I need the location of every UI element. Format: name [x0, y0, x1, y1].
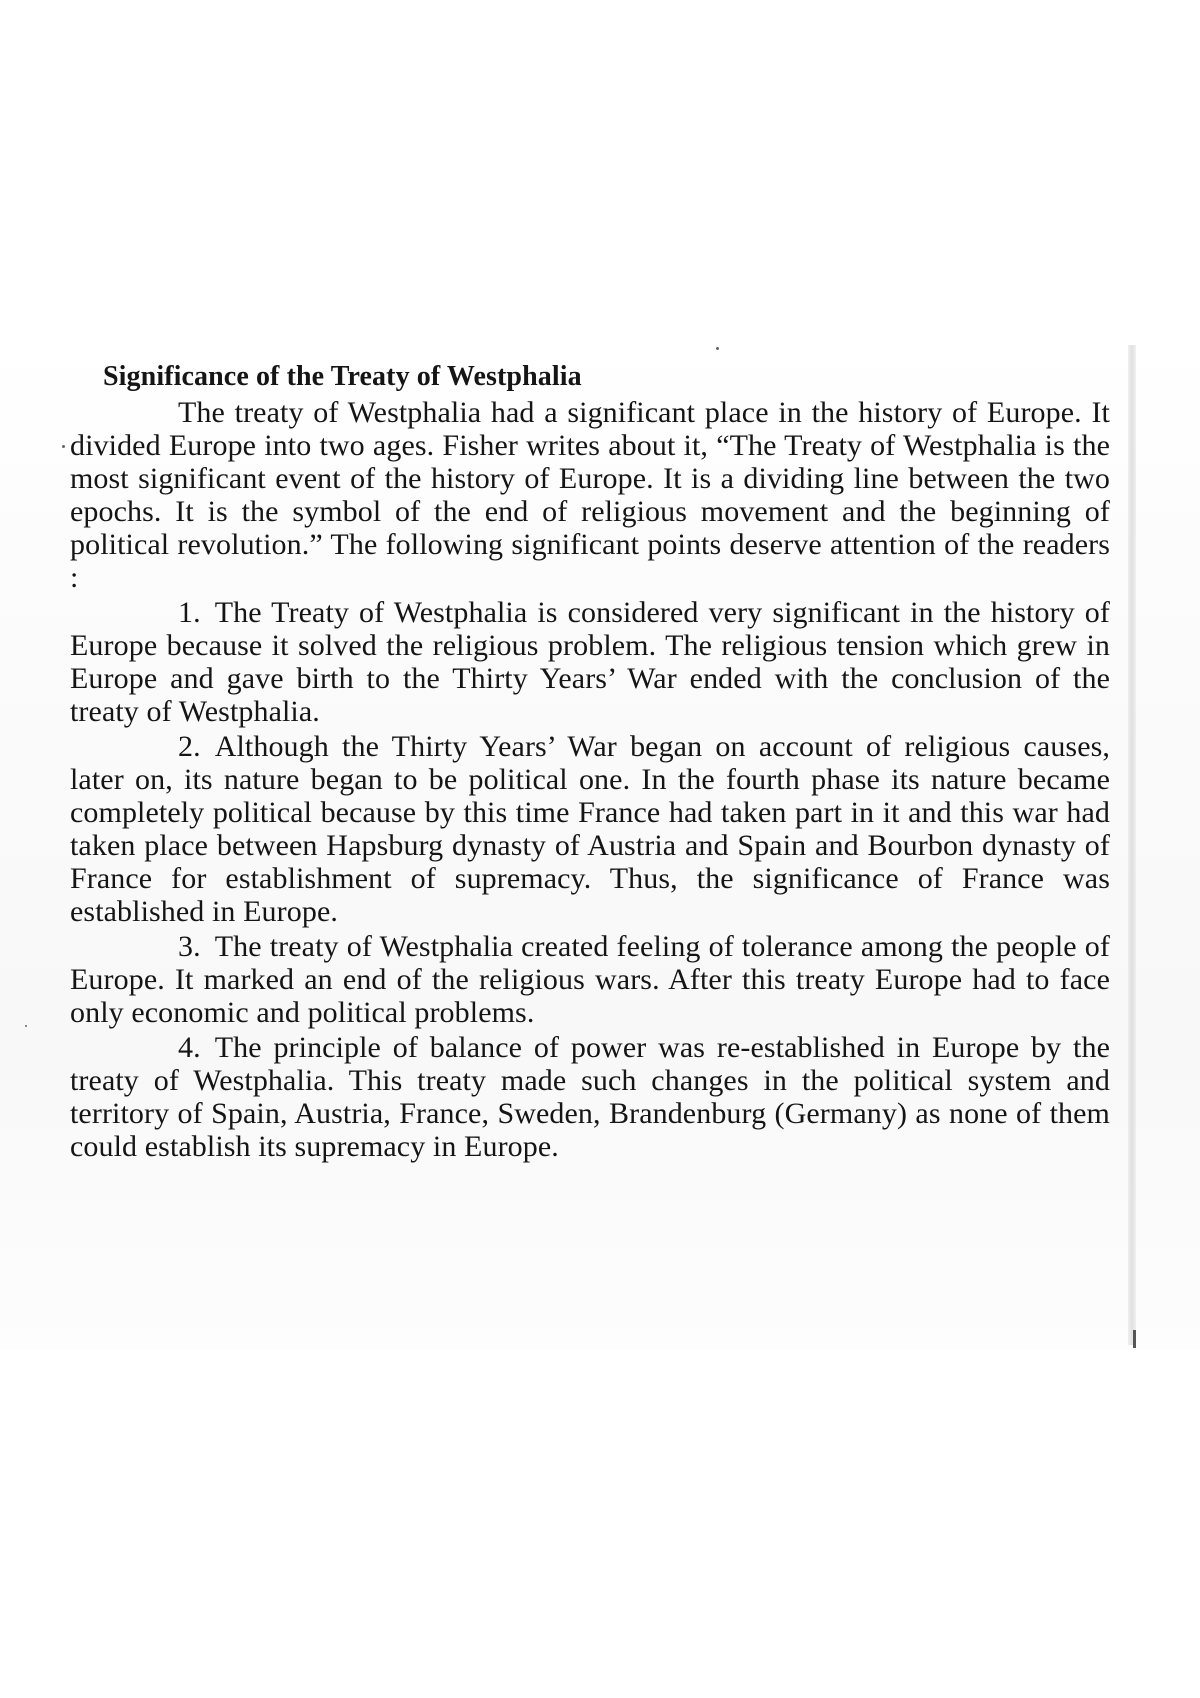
point-text: The Treaty of Westphalia is considered very significant in the history of Europe because it solved the religious problem. The religious tension which grew in Europe and gave birth to the Thirty Years’ War ended with the conclusion of the treaty of Westphalia. [70, 596, 1110, 728]
intro-paragraph: The treaty of Westphalia had a significant place in the history of Europe. It divided Europe into two ages. Fisher writes about it, “The Treaty of Westphalia is the most significant event of the history of Europe. It is a dividing line between the two epochs. It is the symbol of the end of religious movement and the beginning of political revolution.” The following significant points deserve attention of the readers : [70, 396, 1110, 594]
dust-speck [25, 1025, 27, 1027]
point-text: Although the Thirty Years’ War began on account of religious causes, later on, its nature began to be political one. In the fourth phase its nature became completely political because by this time France had taken part in it and this war had taken place between Hapsburg dynasty of Austria and Spain and Bourbon dynasty of France for establishment of supremacy. Thus, the significance of France was established in Europe. [70, 730, 1110, 928]
point-3 [70, 930, 1110, 1029]
point-number: 2. [178, 730, 201, 763]
page-edge-mark [1133, 1330, 1136, 1348]
page-edge-shadow [1128, 345, 1136, 1345]
point-number: 4. [178, 1031, 201, 1064]
point-1 [70, 596, 1110, 728]
point-text: The treaty of Westphalia created feeling of tolerance among the people of Europe. It marked an end of the religious wars. After this treaty Europe had to face only economic and political problems. [70, 930, 1110, 1029]
point-2 [70, 730, 1110, 928]
document-body [70, 360, 1110, 1165]
dust-speck [62, 445, 65, 448]
section-heading: Significance of the Treaty of Westphalia [103, 361, 582, 392]
point-number: 3. [178, 930, 201, 963]
point-4 [70, 1031, 1110, 1163]
dust-speck [716, 347, 719, 350]
point-number: 1. [178, 596, 201, 629]
point-text: The principle of balance of power was re-established in Europe by the treaty of Westphalia. This treaty made such changes in the political system and territory of Spain, Austria, France, Sweden, Brandenburg (Germany) as none of them could establish its supremacy in Europe. [70, 1031, 1110, 1163]
